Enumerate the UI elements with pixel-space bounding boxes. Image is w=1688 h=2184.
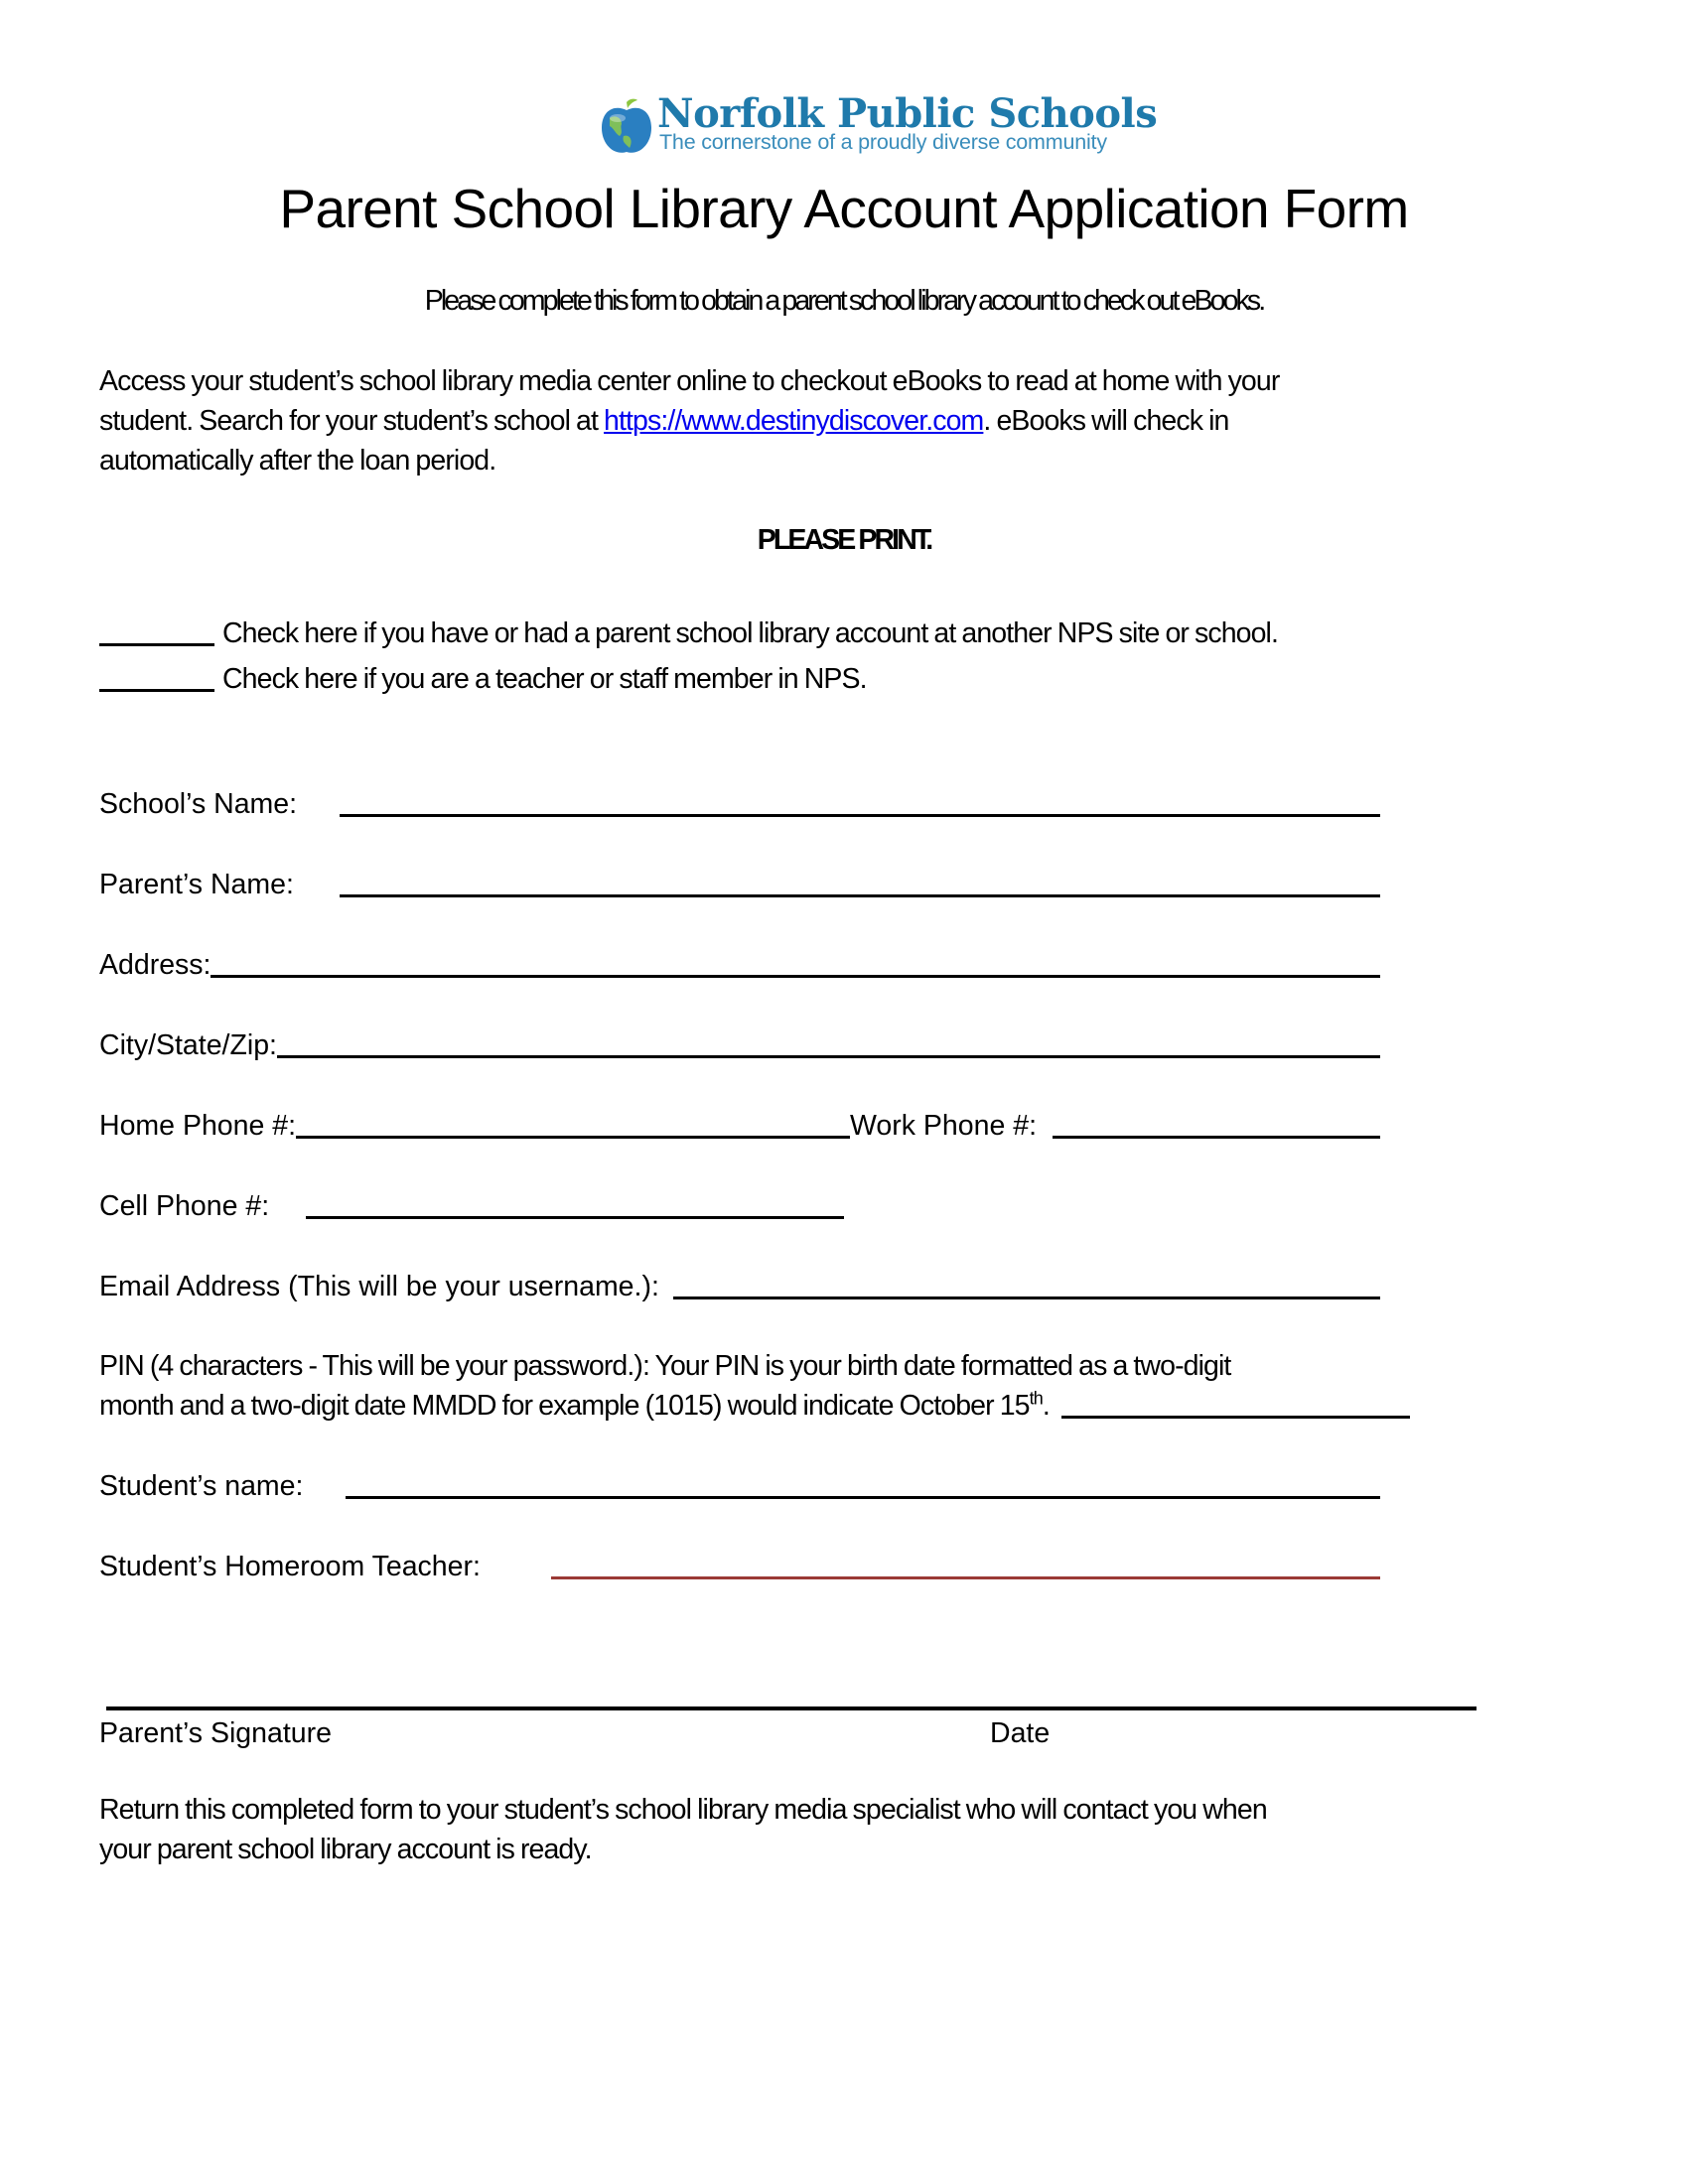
pin-field[interactable] (1061, 1416, 1410, 1419)
parent-name-row (99, 865, 1380, 904)
address-field[interactable] (211, 975, 1380, 978)
parent-name-field[interactable] (340, 894, 1380, 897)
footer-line-2: your parent school library account is ready. (99, 1834, 592, 1865)
cell-phone-label: Cell Phone #: (99, 1190, 270, 1222)
parent-name-label: Parent’s Name: (99, 869, 294, 900)
work-phone-field[interactable] (1053, 1136, 1380, 1139)
check-row-other-account (99, 614, 1489, 653)
logo (596, 90, 1158, 164)
date-label: Date (990, 1717, 1051, 1749)
email-field[interactable] (673, 1297, 1380, 1299)
email-label: Email Address (This will be your username.): (99, 1271, 659, 1302)
homeroom-teacher-row (99, 1547, 1380, 1586)
intro-line-2-before: student. Search for your student’s school at (99, 405, 605, 437)
home-phone-label: Home Phone #: (99, 1110, 297, 1142)
address-row (99, 945, 1380, 985)
please-print-notice: PLEASE PRINT. (757, 524, 931, 556)
homeroom-teacher-label: Student’s Homeroom Teacher: (99, 1551, 481, 1582)
footer-line-1: Return this completed form to your student’s school library media specialist who will contact you when (99, 1794, 1267, 1826)
student-name-label: Student’s name: (99, 1470, 304, 1502)
home-phone-field[interactable] (296, 1136, 850, 1139)
homeroom-teacher-field[interactable] (551, 1576, 1380, 1579)
signature-field[interactable] (106, 1706, 1477, 1710)
check-label-other-account: Check here if you have or had a parent school library account at another NPS site or school. (222, 617, 1279, 649)
city-state-zip-label: City/State/Zip: (99, 1029, 277, 1061)
subtitle: Please complete this form to obtain a parent school library account to check out eBooks. (424, 285, 1264, 317)
work-phone-label: Work Phone #: (850, 1110, 1037, 1142)
pin-row (99, 1386, 1410, 1426)
school-name-field[interactable] (340, 814, 1380, 817)
destiny-discover-link[interactable]: https://www.destinydiscover.com (604, 405, 984, 437)
page-title: Parent School Library Account Application Form (279, 178, 1409, 239)
school-name-label: School’s Name: (99, 788, 298, 820)
cell-phone-row (99, 1186, 844, 1226)
pin-ordinal-suffix: th (1029, 1388, 1043, 1409)
check-label-staff: Check here if you are a teacher or staff member in NPS. (222, 663, 867, 695)
check-row-staff (99, 659, 1489, 699)
student-name-field[interactable] (346, 1496, 1380, 1499)
intro-line-2 (99, 401, 1228, 441)
intro-line-3: automatically after the loan period. (99, 445, 496, 477)
logo-name: Norfolk Public Schools (657, 90, 1158, 137)
intro-line-2-after: . eBooks will check in (983, 405, 1229, 437)
cell-phone-field[interactable] (306, 1216, 844, 1219)
apple-globe-icon (600, 98, 653, 156)
school-name-row (99, 784, 1380, 824)
check-blank-other-account[interactable] (99, 643, 214, 646)
email-row (99, 1267, 1380, 1306)
city-state-zip-field[interactable] (277, 1055, 1380, 1058)
pin-instructions-line-2 (99, 1386, 1050, 1426)
city-state-zip-row (99, 1025, 1380, 1065)
address-label: Address: (99, 949, 211, 981)
pin-instructions-line-1: PIN (4 characters - This will be your password.): Your PIN is your birth date formatted as a two-digit (99, 1350, 1231, 1382)
logo-tagline: The cornerstone of a proudly diverse community (659, 130, 1107, 154)
pin-line-2-text: month and a two-digit date MMDD for example (1015) would indicate October 15 (99, 1390, 1030, 1422)
intro-line-1: Access your student’s school library media center online to checkout eBooks to read at home with your (99, 365, 1280, 397)
check-blank-staff[interactable] (99, 689, 214, 692)
pin-line-2-end: . (1042, 1390, 1050, 1422)
student-name-row (99, 1466, 1380, 1506)
phone-row (99, 1106, 1380, 1146)
signature-label: Parent’s Signature (99, 1717, 332, 1749)
